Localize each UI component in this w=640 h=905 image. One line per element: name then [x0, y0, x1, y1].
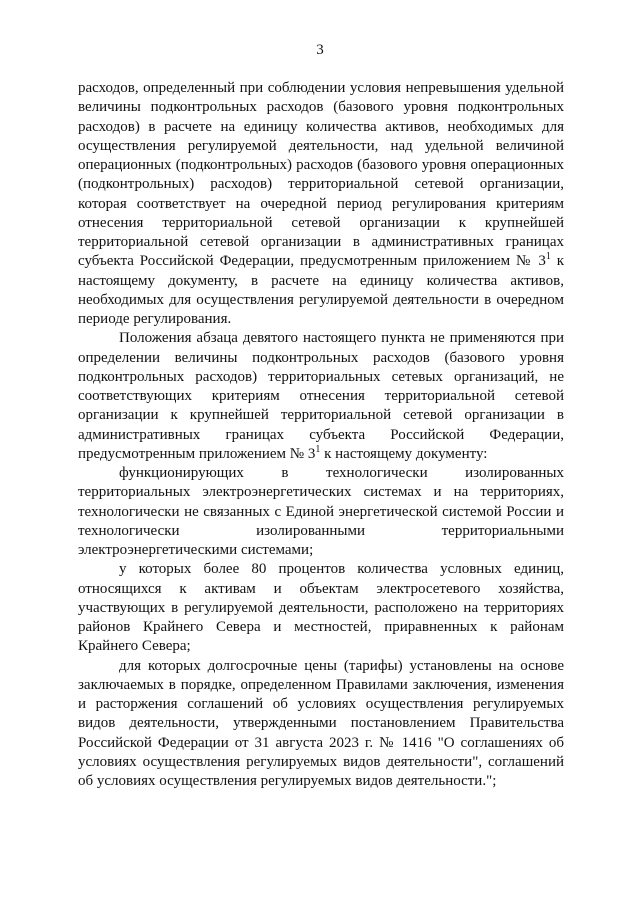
paragraph-4: [78, 560, 564, 656]
paragraph-text-continued: к настоящему документу:: [320, 445, 488, 462]
document-body: [78, 79, 564, 791]
paragraph-text: расходов, определенный при соблюдении условия непревышения удельной величины подконтрольных расходов (базового уровня подконтрольных расходов) в расчете на единицу количества активов, необходимых для осуществления регулируемой деятельности, над удельной величиной операционных (подконтрольных) расходов (базового уровня операционных (подконтрольных) расходов) территориальной сетевой организации, которая соответствует на очередной период регулирования критериям отнесения территориальной сетевой организации к крупнейшей территориальной сетевой организации в административных границах субъекта Российской Федерации, предусмотренным приложением № 3: [78, 80, 564, 270]
paragraph-1: [78, 79, 564, 329]
superscript: 1: [315, 443, 321, 455]
paragraph-2: [78, 329, 564, 464]
paragraph-text: Положения абзаца девятого настоящего пункта не применяются при определении величины подконтрольных расходов (базового уровня подконтрольных расходов) территориальных сетевых организаций, не соответствующих критериям отнесения территориальной сетевой организации к крупнейшей территориальной сетевой организации в административных границах субъекта Российской Федерации, предусмотренным приложением № 3: [78, 330, 564, 462]
paragraph-text-continued: к настоящему документу, в расчете на единицу количества активов, необходимых для осуществления регулируемой деятельности в очередном периоде регулирования.: [78, 253, 564, 327]
page-number: 3: [316, 42, 324, 58]
superscript: 1: [545, 251, 551, 263]
paragraph-text: функционирующих в технологически изолированных территориальных электроэнергетических системах и на территориях, технологически не связанных с Единой энергетической системой России и технологически изолированными территориальными электроэнергетическими системами;: [78, 465, 564, 558]
paragraph-text: для которых долгосрочные цены (тарифы) установлены на основе заключаемых в порядке, определенном Правилами заключения, изменения и расторжения соглашений об условиях осуществления регулируемых видов деятельности, утвержденными постановлением Правительства Российской Федерации от 31 августа 2023 г. № 1416 "О соглашениях об условиях осуществления регулируемых видов деятельности", соглашений об условиях осуществления регулируемых видов деятельности.";: [78, 657, 564, 789]
paragraph-5: [78, 657, 564, 792]
paragraph-text: у которых более 80 процентов количества условных единиц, относящихся к активам и объектам электросетевого хозяйства, участвующих в регулируемой деятельности, расположено на территориях районов Крайнего Севера и местностей, приравненных к районам Крайнего Севера;: [78, 561, 564, 655]
paragraph-3: [78, 464, 564, 560]
